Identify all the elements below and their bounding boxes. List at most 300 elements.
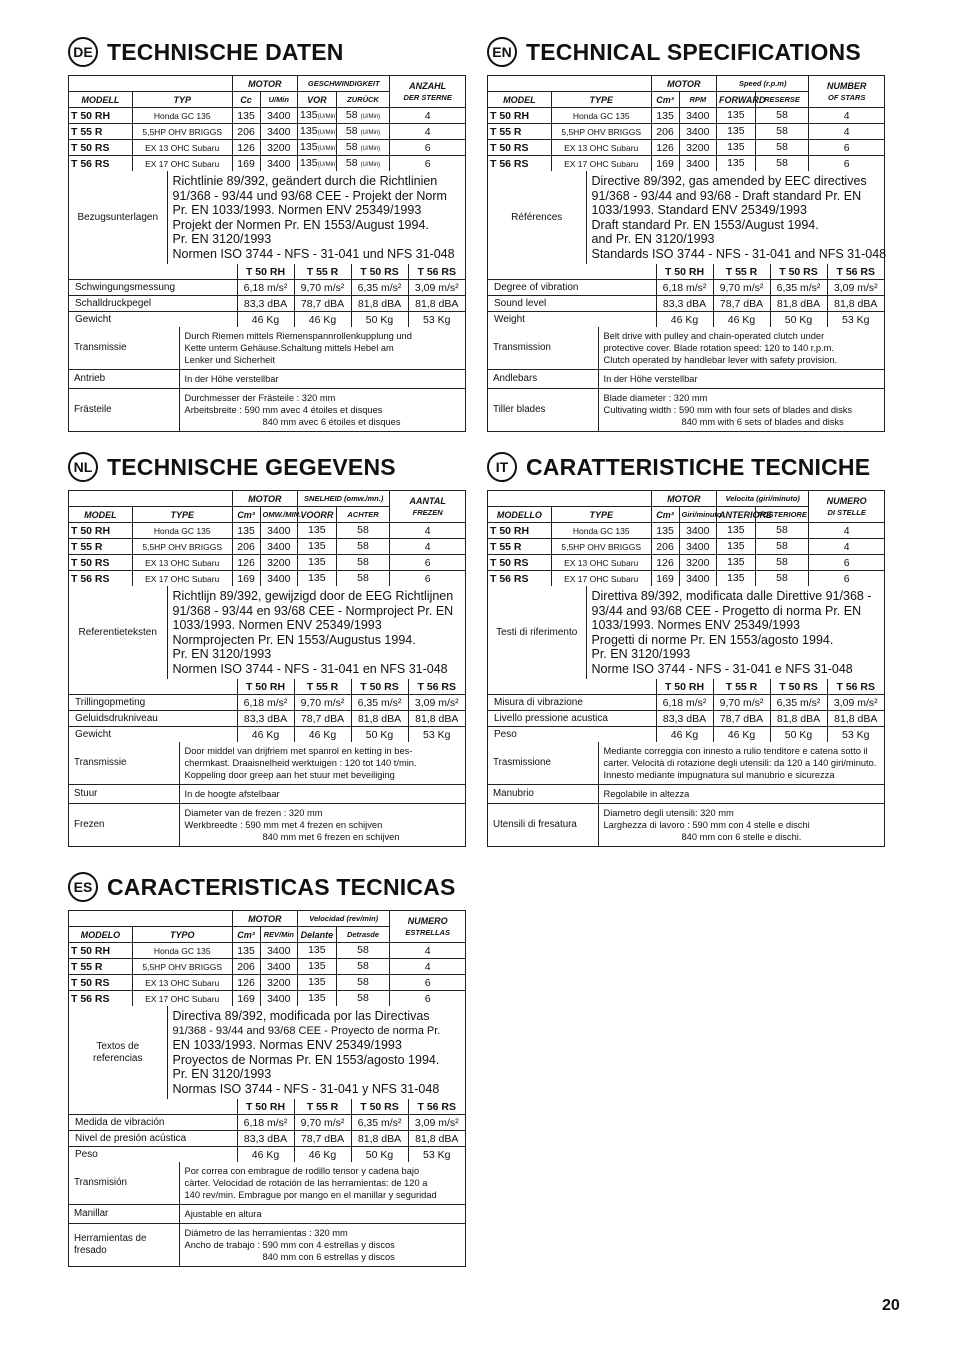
displacement-cell: 206: [232, 539, 260, 555]
forward-speed-value: 135: [308, 959, 326, 972]
forward-speed-value: 135: [300, 140, 318, 153]
motor-table: [69, 76, 465, 171]
description-line: Koppeling door greep aan het stuur met beveiliging: [184, 770, 395, 780]
last-header-line: DER STERNE: [403, 92, 452, 102]
forward-speed-cell: [298, 140, 337, 156]
col-header-forward: ANTERIORE: [717, 507, 756, 523]
section-header: [68, 36, 466, 68]
forward-speed-unit: (U/Min): [317, 161, 338, 168]
reverse-speed-value: 58: [776, 523, 788, 536]
displacement-cell: 206: [651, 539, 679, 555]
description-line: Arbeitsbreite : 590 mm avec 4 étoiles et disques: [184, 405, 383, 415]
section-title: TECHNICAL SPECIFICATIONS: [526, 38, 861, 65]
description-row: [69, 785, 465, 804]
motor-row: [69, 523, 465, 539]
measure-value: 81,8 dBA: [351, 296, 408, 312]
displacement-cell: 135: [232, 943, 260, 959]
stars-cell: 6: [809, 140, 884, 156]
measure-label: Trillingopmeting: [69, 695, 237, 711]
measure-value: 46 Kg: [294, 1147, 351, 1163]
stars-cell: 4: [809, 124, 884, 140]
last-header-line: NUMBER: [826, 80, 867, 91]
reverse-speed-value: 58: [776, 156, 788, 169]
measures-table: [488, 264, 884, 327]
col-header-reverse: ACHTER: [336, 507, 390, 523]
displacement-cell: 126: [651, 140, 679, 156]
engine-type-cell: 5,5HP OHV BRIGGS: [132, 539, 232, 555]
forward-speed-value: 135: [727, 108, 745, 121]
forward-speed-cell: [717, 124, 756, 140]
measure-value: 50 Kg: [770, 312, 827, 328]
col-header-displacement: Cm³: [232, 507, 260, 523]
references-table: [69, 171, 465, 264]
page-number: 20: [882, 1297, 900, 1314]
forward-speed-value: 135: [308, 943, 326, 956]
reverse-speed-value: 58: [345, 156, 358, 169]
description-row: [69, 804, 465, 847]
description-line: protective cover. Blade rotation speed: 120 to 140 r.p.m.: [603, 343, 834, 353]
last-header-line: AANTAL: [409, 495, 446, 506]
model-cell: T 50 RH: [69, 943, 132, 959]
stars-cell: 6: [390, 140, 465, 156]
description-row: [69, 370, 465, 389]
col-header-model: MODELL: [69, 92, 132, 108]
engine-type-cell: Honda GC 135: [132, 108, 232, 124]
description-row: [488, 785, 884, 804]
model-cell: T 50 RH: [69, 523, 132, 539]
reverse-speed-cell: [755, 156, 809, 172]
displacement-cell: 169: [232, 571, 260, 587]
col-header-displacement: Cm³: [232, 927, 260, 943]
forward-speed-value: 135: [308, 975, 326, 988]
motor-row: [69, 991, 465, 1007]
measure-column-header: T 50 RS: [770, 679, 827, 695]
measure-column-header: T 50 RS: [770, 264, 827, 280]
engine-type-cell: Honda GC 135: [132, 943, 232, 959]
stars-cell: 4: [809, 523, 884, 539]
description-table: [69, 742, 465, 846]
rpm-cell: 3400: [260, 959, 298, 975]
reverse-speed-cell: [336, 539, 390, 555]
motor-row: [69, 959, 465, 975]
measure-value: 53 Kg: [408, 727, 465, 743]
section-header: [487, 451, 885, 483]
reverse-speed-value: 58: [357, 539, 369, 552]
col-header-model: MODEL: [69, 507, 132, 523]
stars-cell: 4: [390, 539, 465, 555]
motor-row: [69, 140, 465, 156]
measure-value: 50 Kg: [351, 1147, 408, 1163]
forward-speed-value: 135: [308, 991, 326, 1004]
model-cell: T 55 R: [69, 124, 132, 140]
description-text: [598, 370, 884, 389]
last-header-line: OF STARS: [827, 92, 866, 102]
measure-column-header: T 50 RH: [237, 679, 294, 695]
reverse-speed-cell: [755, 124, 809, 140]
displacement-cell: 135: [651, 108, 679, 124]
references-label: Références: [488, 171, 586, 264]
measure-row: [69, 1115, 465, 1131]
spec-block: [68, 75, 466, 432]
col-header-displacement: Cm³: [651, 92, 679, 108]
rpm-cell: 3400: [260, 124, 298, 140]
description-label: Herramientas de fresado: [69, 1224, 179, 1267]
measure-value: 78,7 dBA: [294, 711, 351, 727]
displacement-cell: 126: [232, 975, 260, 991]
measure-value: 81,8 dBA: [408, 711, 465, 727]
last-column-header: [390, 911, 465, 943]
speed-group-header: Velocidad (rev/min): [298, 911, 390, 927]
measure-value: 6,18 m/s²: [237, 1115, 294, 1131]
col-header-rpm: Giri/minuto: [679, 507, 717, 523]
forward-speed-value: 135: [308, 555, 326, 568]
motor-row: [488, 571, 884, 587]
references-line: 91/368 - 93/44 en 93/68 CEE - Normproject Pr. EN: [172, 603, 454, 618]
reverse-speed-value: 58: [357, 555, 369, 568]
references-line: Richtlinie 89/392, geändert durch die Richtlinien: [172, 174, 438, 188]
description-line: 840 mm con 6 estrellas y discos: [262, 1252, 395, 1262]
motor-group-header: MOTOR: [651, 76, 716, 92]
motor-row: [488, 555, 884, 571]
displacement-cell: 126: [232, 555, 260, 571]
forward-speed-unit: (U/Min): [317, 113, 338, 120]
description-table: [69, 1162, 465, 1266]
section-it: [487, 451, 885, 847]
rpm-cell: 3200: [260, 555, 298, 571]
reverse-speed-value: 58: [776, 539, 788, 552]
measure-row: [69, 1131, 465, 1147]
stars-cell: 4: [390, 959, 465, 975]
measure-value: 9,70 m/s²: [294, 280, 351, 296]
measure-column-header: T 50 RS: [351, 679, 408, 695]
motor-row: [488, 539, 884, 555]
forward-speed-value: 135: [308, 523, 326, 536]
spec-block: [68, 490, 466, 847]
references-text: [586, 586, 884, 679]
references-line: 1033/1993. Normen ENV 25349/1993: [172, 618, 382, 632]
reverse-speed-value: 58: [345, 124, 358, 137]
description-label: Tiller blades: [488, 389, 598, 432]
measure-value: 9,70 m/s²: [713, 695, 770, 711]
forward-speed-cell: [717, 156, 756, 172]
displacement-cell: 169: [651, 571, 679, 587]
measure-label: Degree of vibration: [488, 280, 656, 296]
language-badge: ES: [68, 872, 98, 902]
measure-column-header: T 50 RH: [237, 1099, 294, 1115]
stars-cell: 4: [390, 943, 465, 959]
model-cell: T 50 RH: [488, 108, 551, 124]
motor-table: [69, 491, 465, 586]
measure-label: Sound level: [488, 296, 656, 312]
measure-value: 78,7 dBA: [294, 296, 351, 312]
measure-label: Gewicht: [69, 727, 237, 743]
measure-value: 6,18 m/s²: [656, 280, 713, 296]
measure-label: Geluidsdrukniveau: [69, 711, 237, 727]
section-es: [68, 871, 466, 1267]
model-cell: T 50 RS: [69, 975, 132, 991]
speed-group-header: Velocita (giri/minuto): [717, 491, 809, 507]
reverse-speed-cell: [336, 555, 390, 571]
stars-cell: 4: [809, 108, 884, 124]
measures-table: [69, 264, 465, 327]
measure-value: 83,3 dBA: [656, 296, 713, 312]
forward-speed-value: 135: [300, 108, 318, 121]
displacement-cell: 206: [232, 959, 260, 975]
motor-table: [488, 491, 884, 586]
engine-type-cell: Honda GC 135: [132, 523, 232, 539]
description-row: [69, 1162, 465, 1205]
col-header-displacement: Cc: [232, 92, 260, 108]
description-row: [488, 327, 884, 370]
description-label: Frezen: [69, 804, 179, 847]
last-header-line: NUMERO: [407, 915, 448, 926]
references-label: Textos de referencias: [69, 1006, 167, 1099]
motor-row: [69, 124, 465, 140]
last-header-line: FREZEN: [412, 507, 443, 517]
last-header-line: ANZAHL: [409, 80, 447, 91]
description-line: Regolabile in altezza: [603, 789, 690, 799]
description-line: In der Höhe verstellbar: [603, 374, 698, 384]
forward-speed-cell: [298, 539, 337, 555]
references-line: Directive 89/392, gas amended by EEC directives: [591, 174, 867, 188]
section-nl: [68, 451, 466, 847]
forward-speed-cell: [717, 140, 756, 156]
reverse-speed-cell: [336, 523, 390, 539]
rpm-cell: 3400: [679, 523, 717, 539]
displacement-cell: 135: [232, 108, 260, 124]
description-line: Ajustable en altura: [184, 1209, 262, 1219]
description-line: Durch Riemen mittels Riemenspannrollenkupplung und: [184, 331, 412, 341]
last-column-header: [809, 76, 884, 108]
description-line: chermkast. Draaisnelheid werktuigen : 120 tot 140 t/min.: [184, 758, 417, 768]
engine-type-cell: EX 13 OHC Subaru: [132, 975, 232, 991]
displacement-cell: 126: [232, 140, 260, 156]
model-cell: T 55 R: [488, 539, 551, 555]
measure-column-header: T 56 RS: [408, 264, 465, 280]
measure-value: 3,09 m/s²: [408, 1115, 465, 1131]
col-header-model: MODELO: [69, 927, 132, 943]
measure-label: Medida de vibración: [69, 1115, 237, 1131]
measure-value: 81,8 dBA: [770, 711, 827, 727]
measure-value: 83,3 dBA: [237, 296, 294, 312]
engine-type-cell: 5,5HP OHV BRIGGS: [132, 124, 232, 140]
references-table: [488, 171, 887, 264]
measures-table: [69, 679, 465, 742]
motor-row: [69, 975, 465, 991]
reverse-speed-value: 58: [776, 555, 788, 568]
measure-value: 83,3 dBA: [656, 711, 713, 727]
spec-block: [68, 910, 466, 1267]
measure-column-header: T 55 R: [294, 1099, 351, 1115]
references-table: [69, 586, 465, 679]
references-line: 91/368 - 93/44 und 93/68 CEE - Projekt der Norm: [172, 188, 447, 203]
reverse-speed-unit: (U/Min): [360, 161, 381, 168]
description-table: [69, 327, 465, 431]
measure-value: 81,8 dBA: [827, 711, 884, 727]
description-text: [179, 327, 465, 370]
references-line: Directiva 89/392, modificada por las Directivas: [172, 1009, 430, 1023]
forward-speed-value: 135: [727, 124, 745, 137]
description-table: [488, 742, 884, 846]
references-line: Pr. EN 1033/1993. Normen ENV 25349/1993: [172, 203, 422, 217]
references-line: 1033/1993. Normes ENV 25349/1993: [591, 618, 800, 632]
measure-value: 78,7 dBA: [713, 711, 770, 727]
section-header: [68, 871, 466, 903]
model-cell: T 56 RS: [69, 156, 132, 172]
col-header-rpm: RPM: [679, 92, 717, 108]
rpm-cell: 3400: [260, 571, 298, 587]
reverse-speed-cell: [336, 140, 390, 156]
forward-speed-cell: [298, 943, 337, 959]
description-text: [179, 1162, 465, 1205]
displacement-cell: 135: [232, 523, 260, 539]
measure-value: 50 Kg: [770, 727, 827, 743]
measure-row: [488, 711, 884, 727]
measure-row: [488, 727, 884, 743]
spec-block: [487, 75, 885, 432]
description-line: Lenker und Sicherheit: [184, 355, 275, 365]
references-table: [69, 1006, 465, 1099]
stars-cell: 4: [390, 124, 465, 140]
reverse-speed-cell: [336, 108, 390, 124]
measure-label: Weight: [488, 312, 656, 328]
language-badge: IT: [487, 452, 517, 482]
model-cell: T 50 RS: [69, 140, 132, 156]
stars-cell: 6: [809, 571, 884, 587]
description-line: In de hoogte afstelbaar: [184, 789, 280, 799]
measure-column-header: T 50 RS: [351, 264, 408, 280]
measure-value: 53 Kg: [827, 312, 884, 328]
measure-value: 53 Kg: [408, 1147, 465, 1163]
description-text: [598, 327, 884, 370]
rpm-cell: 3400: [679, 108, 717, 124]
col-header-forward: VOORR: [298, 507, 337, 523]
model-cell: T 50 RH: [488, 523, 551, 539]
displacement-cell: 206: [651, 124, 679, 140]
rpm-cell: 3400: [260, 539, 298, 555]
measure-column-header: T 50 RS: [351, 1099, 408, 1115]
measure-column-header: T 55 R: [294, 679, 351, 695]
reverse-speed-cell: [336, 124, 390, 140]
measure-value: 6,35 m/s²: [351, 695, 408, 711]
col-header-type: TYPO: [132, 927, 232, 943]
description-line: 840 mm met 6 frezen en schijven: [262, 832, 400, 842]
measure-value: 46 Kg: [656, 312, 713, 328]
measure-value: 46 Kg: [294, 312, 351, 328]
reverse-speed-cell: [336, 943, 390, 959]
motor-group-header: MOTOR: [232, 76, 297, 92]
reverse-speed-cell: [336, 991, 390, 1007]
reverse-speed-value: 58: [776, 571, 788, 584]
motor-group-header: MOTOR: [651, 491, 716, 507]
reverse-speed-unit: (U/Min): [360, 113, 381, 120]
description-text: [179, 742, 465, 785]
speed-group-header: GESCHWINDIGKEIT: [298, 76, 390, 92]
measure-row: [69, 296, 465, 312]
measure-label: Peso: [488, 727, 656, 743]
description-text: [598, 804, 884, 847]
reverse-speed-value: 58: [345, 140, 358, 153]
measure-column-header: T 56 RS: [827, 264, 884, 280]
motor-row: [488, 523, 884, 539]
col-header-type: TYP: [132, 92, 232, 108]
measure-value: 81,8 dBA: [351, 711, 408, 727]
measure-value: 9,70 m/s²: [294, 695, 351, 711]
description-line: Diámetro de las herramientas : 320 mm: [184, 1228, 348, 1238]
model-cell: T 50 RH: [69, 108, 132, 124]
reverse-speed-cell: [755, 539, 809, 555]
motor-group-header: MOTOR: [232, 911, 297, 927]
forward-speed-value: 135: [727, 140, 745, 153]
speed-group-header: Speed (r.p.m): [717, 76, 809, 92]
engine-type-cell: EX 13 OHC Subaru: [132, 555, 232, 571]
description-line: 840 mm with 6 sets of blades and disks: [681, 417, 844, 427]
description-row: [69, 1205, 465, 1224]
measure-label: Schwingungsmessung: [69, 280, 237, 296]
measure-value: 9,70 m/s²: [294, 1115, 351, 1131]
col-header-displacement: Cm³: [651, 507, 679, 523]
col-header-reverse: RESERSE: [755, 92, 809, 108]
motor-row: [488, 108, 884, 124]
col-header-type: TYPE: [551, 92, 651, 108]
measure-value: 53 Kg: [408, 312, 465, 328]
measure-value: 46 Kg: [713, 312, 770, 328]
stars-cell: 4: [390, 523, 465, 539]
forward-speed-value: 135: [308, 539, 326, 552]
references-text: [586, 171, 887, 264]
forward-speed-cell: [298, 108, 337, 124]
forward-speed-cell: [717, 523, 756, 539]
description-line: Ancho de trabajo : 590 mm con 4 estrellas y discos: [184, 1240, 395, 1250]
stars-cell: 6: [390, 975, 465, 991]
description-line: Kette unterm Gehäuse.Schaltung mittels Hebel am: [184, 343, 394, 353]
engine-type-cell: EX 13 OHC Subaru: [551, 555, 651, 571]
description-line: Diameter van de frezen : 320 mm: [184, 808, 323, 818]
reverse-speed-value: 58: [357, 975, 369, 988]
measure-label: Misura di vibrazione: [488, 695, 656, 711]
description-row: [69, 742, 465, 785]
section-en: [487, 36, 885, 432]
measure-label: Nivel de presión acústica: [69, 1131, 237, 1147]
reverse-speed-value: 58: [357, 959, 369, 972]
measure-value: 3,09 m/s²: [408, 695, 465, 711]
model-cell: T 50 RS: [488, 555, 551, 571]
description-label: Frästeile: [69, 389, 179, 432]
measure-label: Livello pressione acustica: [488, 711, 656, 727]
description-line: 840 mm avec 6 étoiles et disques: [262, 417, 401, 427]
description-line: carter. Velocità di rotazione degli utensili: da 120 a 140 giri/minuto.: [603, 758, 877, 768]
references-line: Proyectos de Normas Pr. EN 1553/agosto 1994.: [172, 1052, 440, 1067]
forward-speed-cell: [298, 571, 337, 587]
engine-type-cell: EX 17 OHC Subaru: [551, 571, 651, 587]
description-text: [179, 804, 465, 847]
col-header-forward: VOR: [298, 92, 337, 108]
measure-row: [488, 280, 884, 296]
description-line: Clutch operated by handlebar lever with safety provision.: [603, 355, 838, 365]
forward-speed-value: 135: [308, 571, 326, 584]
description-line: Durchmesser der Frästeile : 320 mm: [184, 393, 336, 403]
description-row: [69, 389, 465, 432]
references-line: 91/368 - 93/44 and 93/68 - Draft standard Pr. EN: [591, 188, 862, 203]
references-line: Richtlijn 89/392, gewijzigd door de EEG Richtlijnen: [172, 589, 454, 603]
description-text: [179, 370, 465, 389]
spec-block: [487, 490, 885, 847]
rpm-cell: 3200: [679, 555, 717, 571]
rpm-cell: 3400: [679, 124, 717, 140]
rpm-cell: 3200: [679, 140, 717, 156]
stars-cell: 4: [809, 539, 884, 555]
reverse-speed-value: 58: [357, 943, 369, 956]
